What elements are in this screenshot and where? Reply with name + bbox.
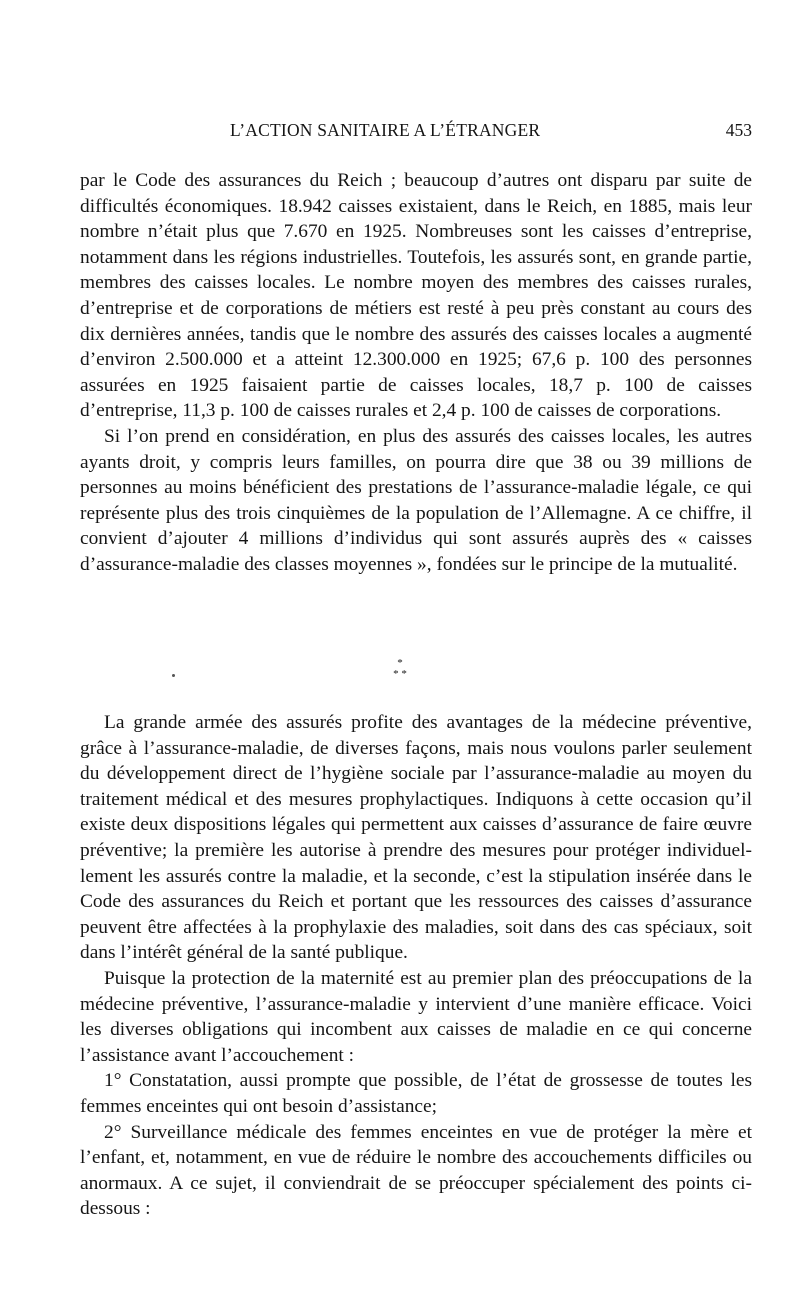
- print-speck: [172, 674, 175, 677]
- list-item-2: 2° Surveillance médicale des femmes enceintes en vue de protéger la mère et l’enfant, et, notamment, en vue de réduire le nombre des accouchements difficiles ou anormaux. A ce sujet, il conviendrait de se préoccuper spécialement des points ci-dessous :: [80, 1121, 752, 1220]
- paragraph-continuation: par le Code des assurances du Reich ; beaucoup d’autres ont disparu par suite de difficultés économiques. 18.942 caisses existaient, dans le Reich, en 1885, mais leur nombre n’était plus que 7.670 en 1925. Nombreuses sont les caisses d’entreprise, notamment dans les régions industrielles. Toutefois, les assurés sont, en grande partie, membres des caisses locales. Le nombre moyen des membres des caisses rurales, d’entreprise et de corporations de métiers est resté à peu près constant au cours des dix dernières années, tandis que le nombre des assurés des caisses locales a augmenté d’environ 2.500.000 et a atteint 12.300.000 en 1925; 67,6 p. 100 des personnes assurées en 1925 faisaient partie de caisses locales, 18,7 p. 100 de caisses d’entreprise, 11,3 p. 100 de caisses rurales et 2,4 p. 100 de caisses de corporations.: [80, 170, 752, 422]
- asterism-top: *: [397, 657, 403, 669]
- page-number: 453: [725, 120, 752, 140]
- paragraph-maternity-protection: Puisque la protection de la maternité est au premier plan des préoccupations de la médecine préventive, l’assurance-maladie y intervient d’une manière efficace. Voici les diverses obligations qui incombent aux caisses de maladie en ce qui concerne l’assistance avant l’accouchement :: [80, 967, 752, 1066]
- running-title: L’ACTION SANITAIRE A L’ÉTRANGER: [230, 120, 541, 140]
- paragraph-insured-population: Si l’on prend en considération, en plus des assurés des caisses locales, les autres ayants droit, y compris leurs familles, on pourra dire que 38 ou 39 millions de personnes au moins bénéficient des prestations de l’assurance-maladie légale, ce qui représente plus des trois cinquièmes de la population de l’Allemagne. A ce chiffre, il convient d’ajouter 4 millions d’individus qui sont assurés auprès des « caisses d’assurance-maladie des classes moyennes », fondées sur le principe de la mutualité.: [80, 425, 752, 575]
- page-header: [80, 118, 752, 148]
- text-block-upper: [80, 168, 752, 578]
- asterism-bottom: * *: [393, 668, 407, 680]
- text-block-lower: [80, 710, 752, 1222]
- asterism-separator: [370, 658, 430, 692]
- list-item-1: 1° Constatation, aussi prompte que possible, de l’état de grossesse de toutes les femmes enceintes qui ont besoin d’assistance;: [80, 1070, 752, 1117]
- paragraph-preventive-medicine: La grande armée des assurés profite des avantages de la médecine préventive, grâce à l’assurance-maladie, de diverses façons, mais nous voulons parler seulement du développement direct de l’hygiène sociale par l’assurance-maladie au moyen du traitement médical et des mesures prophylactiques. Indiquons à cette occasion qu’il existe deux dispositions légales qui permettent aux caisses d’assurance de faire œuvre préventive; la première les autorise à prendre des mesures pour protéger individuellement les assurés contre la maladie, et la seconde, c’est la stipulation insérée dans le Code des assurances du Reich et portant que les ressources des caisses d’assurance peuvent être affectées à la prophylaxie des maladies, soit dans des cas spéciaux, soit dans l’intérêt général de la santé publique.: [80, 712, 752, 964]
